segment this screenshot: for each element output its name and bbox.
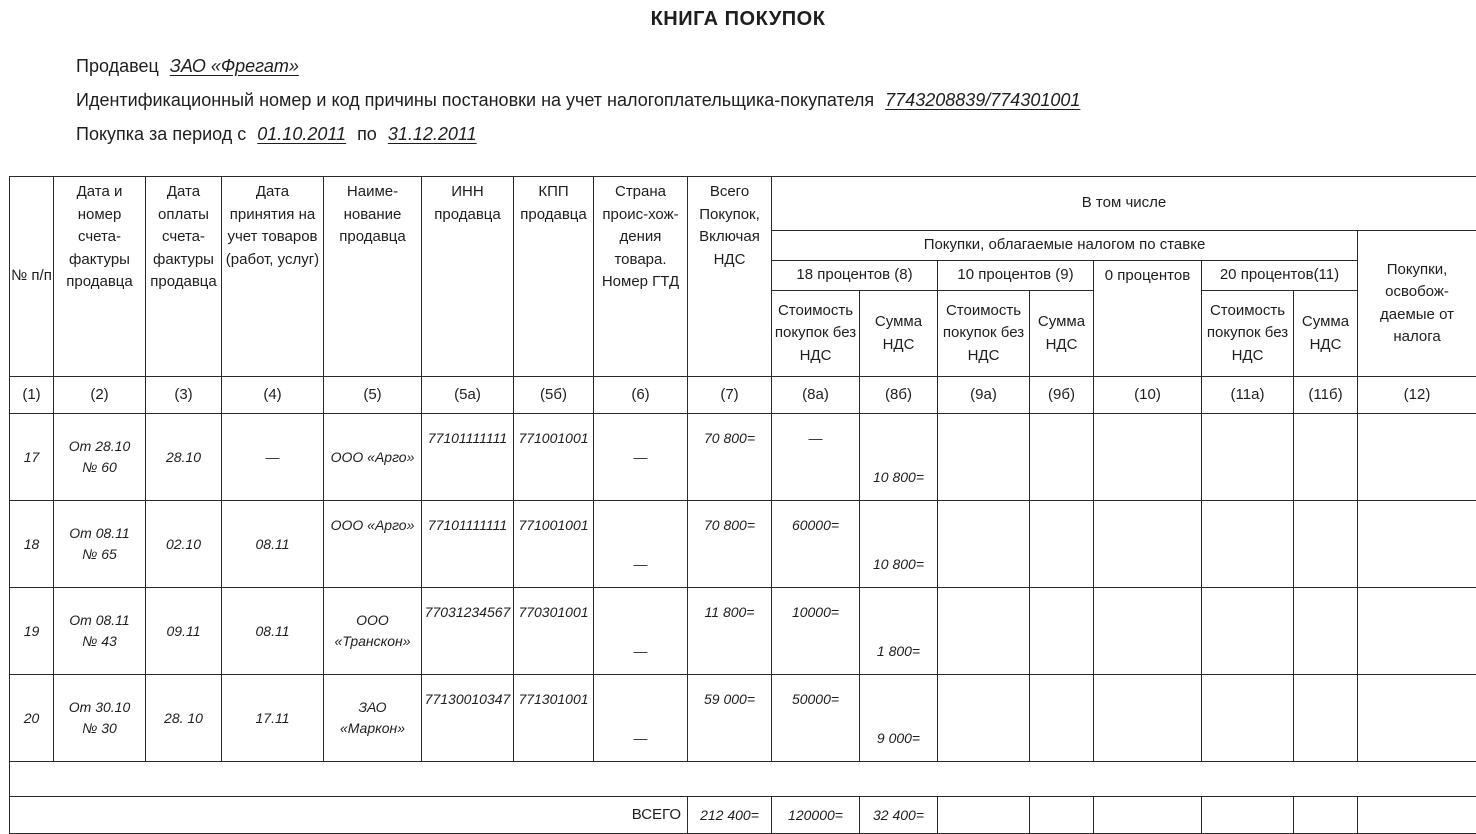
seller-line	[76, 56, 305, 77]
empty-cell	[1094, 588, 1202, 675]
row-seller: ООО «Арго»	[324, 501, 422, 588]
row-total: 70 800=	[688, 501, 772, 588]
header-number: № п/п	[10, 177, 54, 377]
inn-value: 7743208839/774301001	[879, 90, 1086, 110]
empty-cell	[1294, 501, 1358, 588]
empty-cell	[1030, 588, 1094, 675]
empty-cell	[1094, 414, 1202, 501]
empty-cell	[1294, 675, 1358, 762]
row-country: —	[594, 501, 688, 588]
row-paid: 09.11	[146, 588, 222, 675]
invoice-date: От 28.10	[69, 438, 130, 454]
empty-cell	[1202, 797, 1294, 834]
empty-cell	[1202, 588, 1294, 675]
header-cost-18: Стоимость покупок без НДС	[772, 291, 860, 377]
empty-cell	[1202, 414, 1294, 501]
empty-cell	[1358, 675, 1476, 762]
inn-line	[76, 90, 1086, 111]
period-line	[76, 124, 483, 145]
row-number: 18	[10, 501, 54, 588]
empty-cell	[1094, 797, 1202, 834]
header-rate-0: 0 процентов	[1094, 261, 1202, 377]
header-seller-kpp: КПП продавца	[514, 177, 594, 377]
col-num: (11а)	[1202, 377, 1294, 414]
table-row	[10, 414, 1476, 501]
col-num: (2)	[54, 377, 146, 414]
header-seller-inn: ИНН продавца	[422, 177, 514, 377]
row-seller: ЗАО «Маркон»	[324, 675, 422, 762]
seller-value: ЗАО «Фрегат»	[164, 56, 305, 76]
header-exempt: Покупки, освобож-даемые от налога	[1358, 231, 1476, 377]
header-cost-20: Стоимость покупок без НДС	[1202, 291, 1294, 377]
blank-row-cell	[10, 762, 1476, 797]
row-accepted: 08.11	[222, 501, 324, 588]
header-payment-date: Дата оплаты счета-фактуры продавца	[146, 177, 222, 377]
empty-cell	[938, 797, 1030, 834]
row-cost-18: 10000=	[772, 588, 860, 675]
empty-cell	[1030, 797, 1094, 834]
header-invoice: Дата и номер счета-фактуры продавца	[54, 177, 146, 377]
period-from: 01.10.2011	[251, 124, 352, 144]
row-paid: 28. 10	[146, 675, 222, 762]
period-label: Покупка за период с	[76, 124, 246, 144]
col-num: (8б)	[860, 377, 938, 414]
row-inn: 77101111111	[422, 501, 514, 588]
totals-row	[10, 797, 1476, 834]
empty-cell	[1294, 797, 1358, 834]
row-invoice	[54, 675, 146, 762]
empty-cell	[1030, 675, 1094, 762]
purchase-book-table	[9, 176, 1476, 834]
col-num: (1)	[10, 377, 54, 414]
row-country: —	[594, 675, 688, 762]
table-row	[10, 588, 1476, 675]
col-num: (3)	[146, 377, 222, 414]
row-paid: 28.10	[146, 414, 222, 501]
inn-label: Идентификационный номер и код причины постановки на учет налогоплательщика-покупателя	[76, 90, 874, 110]
row-number: 19	[10, 588, 54, 675]
row-vat-18: 10 800=	[860, 414, 938, 501]
header-rate-10: 10 процентов (9)	[938, 261, 1094, 291]
row-total: 59 000=	[688, 675, 772, 762]
header-country: Страна проис-хож-дения товара. Номер ГТД	[594, 177, 688, 377]
header-seller-name: Наиме-нование продавца	[324, 177, 422, 377]
invoice-no: № 30	[82, 720, 117, 736]
empty-cell	[938, 588, 1030, 675]
col-num: (5б)	[514, 377, 594, 414]
row-cost-18: 60000=	[772, 501, 860, 588]
empty-cell	[1094, 501, 1202, 588]
page-title: КНИГА ПОКУПОК	[0, 8, 1476, 31]
row-inn: 77130010347	[422, 675, 514, 762]
row-vat-18: 9 000=	[860, 675, 938, 762]
empty-cell	[1358, 588, 1476, 675]
header-total: Всего Покупок, Включая НДС	[688, 177, 772, 377]
row-accepted: —	[222, 414, 324, 501]
seller-label: Продавец	[76, 56, 159, 76]
row-inn: 77101111111	[422, 414, 514, 501]
empty-cell	[938, 501, 1030, 588]
invoice-date: От 08.11	[69, 525, 129, 541]
col-num: (5а)	[422, 377, 514, 414]
invoice-no: № 43	[82, 633, 117, 649]
col-num: (4)	[222, 377, 324, 414]
row-seller: ООО «Арго»	[324, 414, 422, 501]
col-num: (7)	[688, 377, 772, 414]
table-row	[10, 501, 1476, 588]
empty-cell	[938, 414, 1030, 501]
row-kpp: 771001001	[514, 501, 594, 588]
empty-cell	[1202, 501, 1294, 588]
row-cost-18: —	[772, 414, 860, 501]
row-paid: 02.10	[146, 501, 222, 588]
empty-cell	[1358, 501, 1476, 588]
empty-cell	[938, 675, 1030, 762]
col-num: (9б)	[1030, 377, 1094, 414]
empty-cell	[1358, 797, 1476, 834]
empty-cell	[1094, 675, 1202, 762]
header-cost-10: Стоимость покупок без НДС	[938, 291, 1030, 377]
totals-label: ВСЕГО	[10, 797, 688, 834]
row-accepted: 08.11	[222, 588, 324, 675]
col-num: (5)	[324, 377, 422, 414]
empty-cell	[1202, 675, 1294, 762]
header-including: В том числе	[772, 177, 1476, 231]
empty-cell	[1030, 501, 1094, 588]
header-rate-20: 20 процентов(11)	[1202, 261, 1358, 291]
col-num: (11б)	[1294, 377, 1358, 414]
row-country: —	[594, 588, 688, 675]
row-kpp: 771301001	[514, 675, 594, 762]
table-row	[10, 675, 1476, 762]
col-num: (10)	[1094, 377, 1202, 414]
column-number-row	[10, 377, 1476, 414]
header-vat-10: Сумма НДС	[1030, 291, 1094, 377]
row-cost-18: 50000=	[772, 675, 860, 762]
row-vat-18: 10 800=	[860, 501, 938, 588]
row-vat-18: 1 800=	[860, 588, 938, 675]
row-number: 17	[10, 414, 54, 501]
totals-cost-18: 120000=	[772, 797, 860, 834]
row-inn: 77031234567	[422, 588, 514, 675]
invoice-no: № 60	[82, 459, 117, 475]
row-invoice	[54, 588, 146, 675]
header-rate-18: 18 процентов (8)	[772, 261, 938, 291]
row-total: 11 800=	[688, 588, 772, 675]
totals-total: 212 400=	[688, 797, 772, 834]
totals-vat-18: 32 400=	[860, 797, 938, 834]
invoice-date: От 08.11	[69, 612, 129, 628]
header-vat-18: Сумма НДС	[860, 291, 938, 377]
col-num: (12)	[1358, 377, 1476, 414]
header-accept-date: Дата принятия на учет товаров (работ, услуг)	[222, 177, 324, 377]
row-kpp: 770301001	[514, 588, 594, 675]
row-seller: ООО «Транскон»	[324, 588, 422, 675]
invoice-no: № 65	[82, 546, 117, 562]
empty-cell	[1294, 414, 1358, 501]
empty-cell	[1030, 414, 1094, 501]
row-invoice	[54, 414, 146, 501]
col-num: (9а)	[938, 377, 1030, 414]
row-number: 20	[10, 675, 54, 762]
empty-cell	[1358, 414, 1476, 501]
invoice-date: От 30.10	[69, 699, 130, 715]
row-accepted: 17.11	[222, 675, 324, 762]
row-invoice	[54, 501, 146, 588]
col-num: (6)	[594, 377, 688, 414]
row-kpp: 771001001	[514, 414, 594, 501]
row-country: —	[594, 414, 688, 501]
header-taxed: Покупки, облагаемые налогом по ставке	[772, 231, 1358, 261]
period-to: 31.12.2011	[382, 124, 483, 144]
blank-row	[10, 762, 1476, 797]
period-to-label: по	[357, 124, 377, 144]
empty-cell	[1294, 588, 1358, 675]
row-total: 70 800=	[688, 414, 772, 501]
header-vat-20: Сумма НДС	[1294, 291, 1358, 377]
col-num: (8а)	[772, 377, 860, 414]
